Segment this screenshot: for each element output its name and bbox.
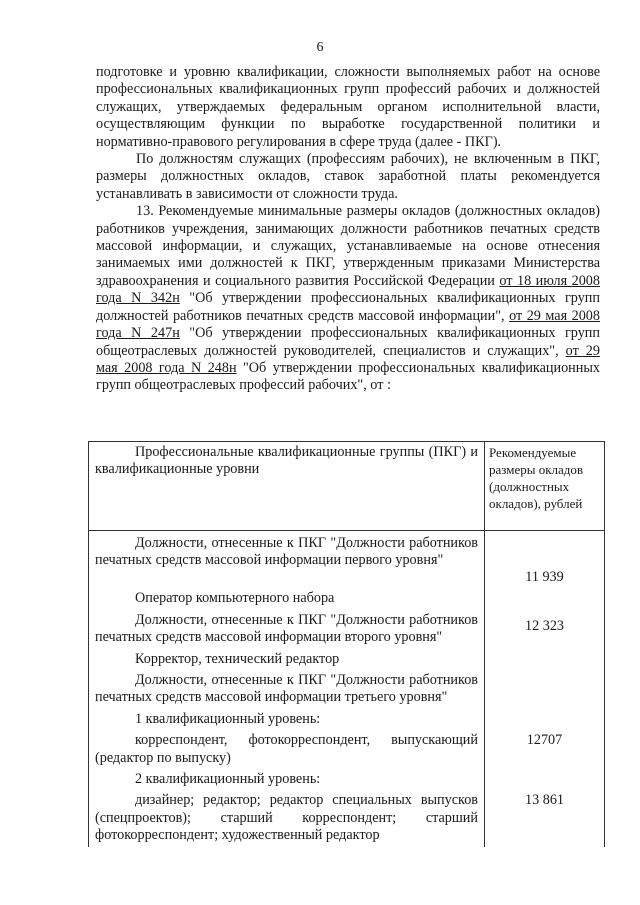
table-row bbox=[89, 769, 605, 790]
table-row bbox=[89, 730, 605, 769]
row-value bbox=[485, 588, 605, 609]
order-link-248n[interactable]: от 29 мая 2008 года N 248н bbox=[96, 342, 600, 376]
document-body bbox=[96, 64, 600, 395]
row-desc: Должности, отнесенные к ПКГ "Должности работников печатных средств массовой информации третьего уровня" bbox=[89, 670, 485, 709]
row-value bbox=[485, 610, 605, 649]
row-value: 12707 bbox=[485, 730, 605, 769]
salary-table bbox=[88, 441, 605, 847]
paragraph-13-text-2: "Об утверждении профессиональных квалификационных групп должностей работников печатных средств массовой информации", bbox=[96, 290, 600, 324]
row-desc: 1 квалификационный уровень: bbox=[89, 709, 485, 730]
order-link-247n[interactable]: от 29 мая 2008 года N 247н bbox=[96, 307, 600, 342]
row-value-text: 11 939 bbox=[525, 569, 564, 585]
header-pkg-levels bbox=[89, 442, 485, 531]
row-value bbox=[485, 709, 605, 730]
row-desc: корреспондент, фотокорреспондент, выпускающий (редактор по выпуску) bbox=[89, 730, 485, 769]
value-spacer bbox=[491, 535, 598, 569]
table-row bbox=[89, 588, 605, 609]
paragraph-13 bbox=[96, 203, 600, 394]
row-desc: Оператор компьютерного набора bbox=[89, 588, 485, 609]
paragraph-13-text-4: "Об утверждении профессиональных квалификационных групп общеотраслевых профессий рабочих", от : bbox=[96, 359, 600, 394]
row-desc: дизайнер; редактор; редактор специальных выпусков (спецпроектов); старший корреспондент; старший фотокорреспондент; художественный редактор bbox=[89, 790, 485, 846]
row-desc: Корректор, технический редактор bbox=[89, 649, 485, 670]
order-link-342n[interactable]: от 18 июля 2008 года N 342н bbox=[96, 272, 600, 307]
table-row bbox=[89, 649, 605, 670]
header-pkg-levels-text: Профессиональные квалификационные группы (ПКГ) и квалификационные уровни bbox=[95, 444, 478, 478]
row-value: 13 861 bbox=[485, 790, 605, 846]
row-value bbox=[485, 769, 605, 790]
paragraph-13-text-3: "Об утверждении профессиональных квалификационных групп общеотраслевых должностей руководителей, специалистов и служащих", bbox=[96, 325, 600, 359]
row-value-text: 12 323 bbox=[524, 617, 564, 634]
row-value bbox=[485, 649, 605, 670]
paragraph-non-pkg-positions: По должностям служащих (профессиям рабочих), не включенным в ПКГ, размеры должностных окладов, ставок заработной платы рекомендуется устанавливать в зависимости от сложности труда. bbox=[96, 151, 600, 202]
table-row bbox=[89, 670, 605, 709]
table-row bbox=[89, 790, 605, 846]
table-row bbox=[89, 709, 605, 730]
table-row bbox=[89, 610, 605, 649]
page-number: 6 bbox=[316, 40, 324, 55]
paragraph-continuation: подготовке и уровню квалификации, сложности выполняемых работ на основе профессиональных квалификационных групп профессий рабочих и должностей служащих, утверждаемых федеральным органом исполнительной власти, осуществляющим функции по выработке государственной политики и нормативно-правового регулирования в сфере труда (далее - ПКГ). bbox=[96, 64, 600, 150]
paragraph-13-text-1: 13. Рекомендуемые минимальные размеры окладов (должностных окладов) работников учреждения, занимающих должности работников печатных средств массовой информации, и служащих, устанавливаемые на основе отнесения занимаемых ими должностей к ПКГ, утвержденным приказами Министерства здравоохранения и социального развития Российской Федерации bbox=[96, 203, 600, 289]
table-header-row bbox=[89, 442, 605, 531]
row-desc: Должности, отнесенные к ПКГ "Должности работников печатных средств массовой информации первого уровня" bbox=[89, 533, 485, 588]
table-row bbox=[89, 533, 605, 588]
row-desc: Должности, отнесенные к ПКГ "Должности работников печатных средств массовой информации второго уровня" bbox=[89, 610, 485, 649]
row-value bbox=[485, 670, 605, 709]
row-desc: 2 квалификационный уровень: bbox=[89, 769, 485, 790]
header-salary: Рекомендуемые размеры окладов (должностных окладов), рублей bbox=[485, 442, 605, 531]
row-value bbox=[485, 533, 605, 588]
